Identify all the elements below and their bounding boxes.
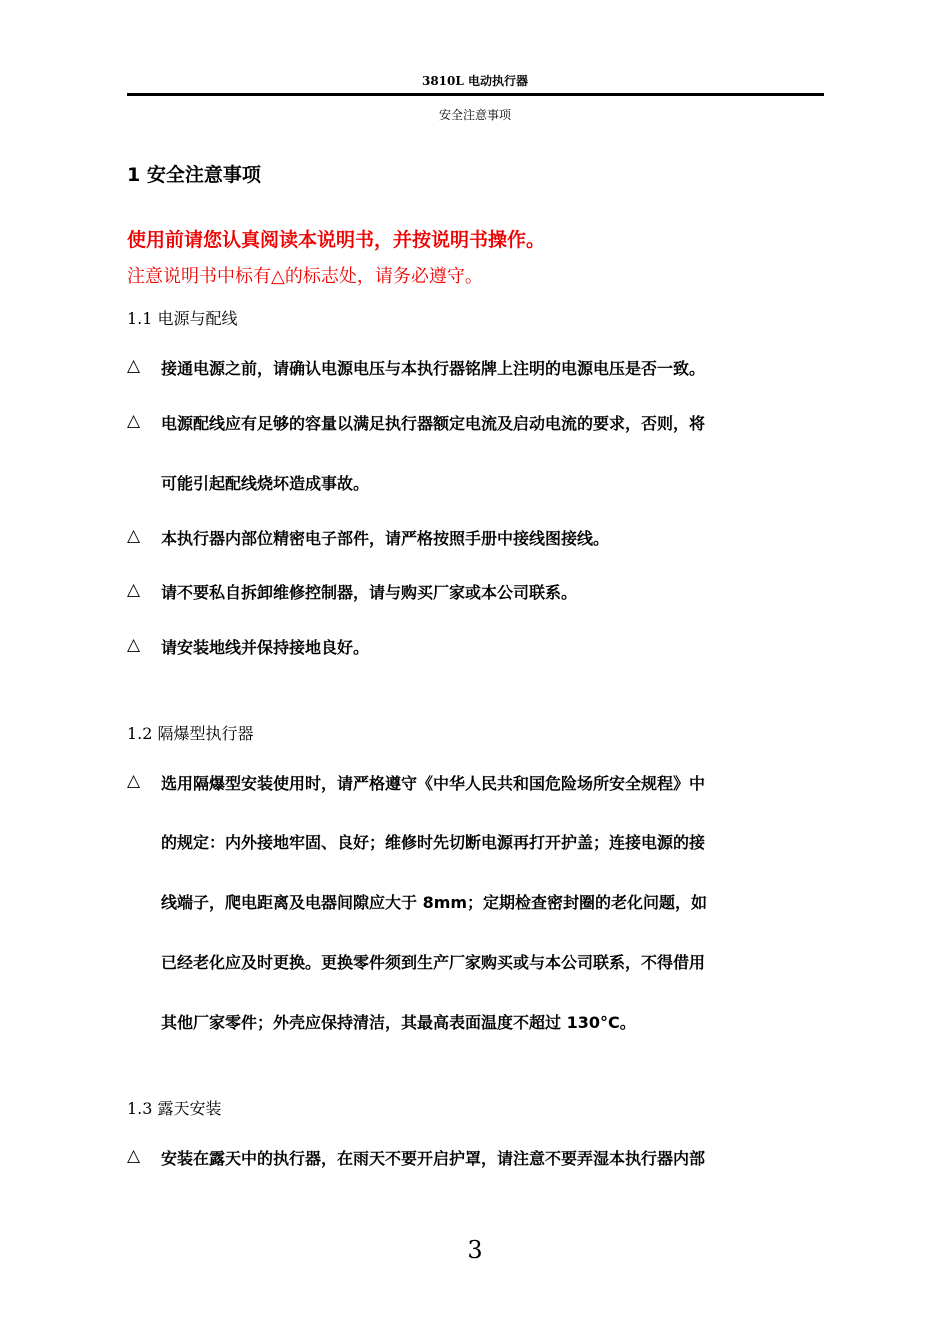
warning-triangle-icon: △ bbox=[127, 635, 141, 655]
warning-triangle-icon: △ bbox=[127, 580, 141, 600]
subsection-1-1-title: 1.1 电源与配线 bbox=[127, 309, 238, 328]
section-title: 1 安全注意事项 bbox=[127, 164, 261, 186]
list-item-continuation: 线端子，爬电距离及电器间隙应大于 8mm；定期检查密封圈的老化问题，如 bbox=[161, 893, 708, 912]
warning-triangle-icon: △ bbox=[127, 526, 141, 546]
header-title: 3810L 电动执行器 bbox=[421, 74, 528, 88]
subsection-1-3-title: 1.3 露天安装 bbox=[127, 1099, 222, 1118]
list-item-continuation: 已经老化应及时更换。更换零件须到生产厂家购买或与本公司联系，不得借用 bbox=[161, 953, 706, 972]
list-item: 选用隔爆型安装使用时，请严格遵守《中华人民共和国危险场所安全规程》中 bbox=[161, 774, 706, 793]
list-item: 接通电源之前，请确认电源电压与本执行器铭牌上注明的电源电压是否一致。 bbox=[161, 359, 706, 378]
warning-bold: 使用前请您认真阅读本说明书，并按说明书操作。 bbox=[127, 229, 546, 251]
list-item-continuation: 可能引起配线烧坏造成事故。 bbox=[161, 474, 370, 493]
warning-normal: 注意说明书中标有△的标志处，请务必遵守。 bbox=[127, 266, 483, 287]
list-item-continuation: 的规定：内外接地牢固、良好；维修时先切断电源再打开护盖；连接电源的接 bbox=[161, 833, 706, 852]
header-subtitle: 安全注意事项 bbox=[438, 108, 511, 122]
subsection-1-2-title: 1.2 隔爆型执行器 bbox=[127, 724, 254, 743]
list-item: 电源配线应有足够的容量以满足执行器额定电流及启动电流的要求，否则，将 bbox=[161, 414, 706, 433]
warning-triangle-icon: △ bbox=[127, 356, 141, 376]
list-item: 请不要私自拆卸维修控制器，请与购买厂家或本公司联系。 bbox=[161, 583, 578, 602]
warning-triangle-icon: △ bbox=[127, 411, 141, 431]
list-item: 安装在露天中的执行器，在雨天不要开启护罩，请注意不要弄湿本执行器内部 bbox=[161, 1149, 706, 1168]
header-rule bbox=[127, 93, 824, 96]
list-item: 请安装地线并保持接地良好。 bbox=[161, 638, 370, 657]
warning-triangle-icon: △ bbox=[127, 771, 141, 791]
warning-triangle-icon: △ bbox=[127, 1146, 141, 1166]
list-item-continuation: 其他厂家零件；外壳应保持清洁，其最高表面温度不超过 130°C。 bbox=[161, 1013, 636, 1032]
page-number: 3 bbox=[467, 1236, 483, 1264]
list-item: 本执行器内部位精密电子部件，请严格按照手册中接线图接线。 bbox=[161, 529, 610, 548]
